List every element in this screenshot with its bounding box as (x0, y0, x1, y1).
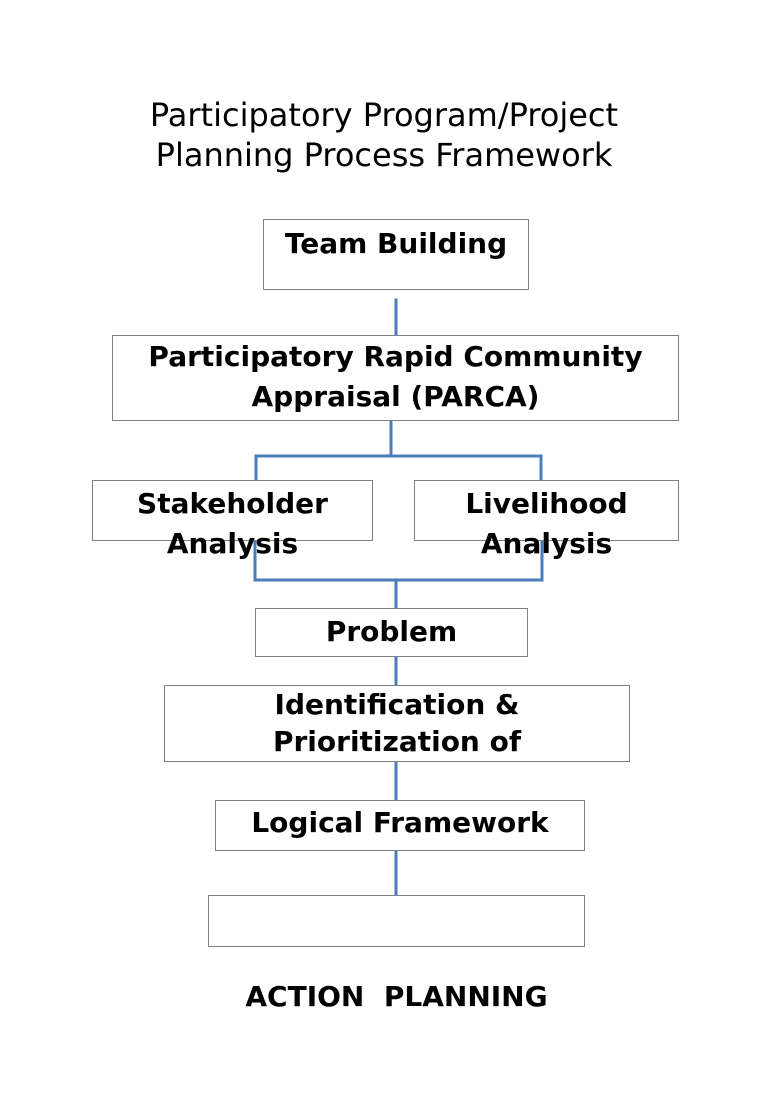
team-building-box (263, 219, 529, 290)
team-building-label: Team Building (284, 227, 508, 260)
parca-label-line-1: Participatory Rapid Community (148, 340, 643, 373)
parca-label-line-2: Appraisal (PARCA) (251, 380, 540, 413)
livelihood-label-line-1: Livelihood (465, 487, 628, 520)
parca-box (112, 335, 679, 421)
stakeholder-label-line-2: Analysis (166, 527, 299, 560)
problem-box (255, 608, 528, 657)
livelihood-label-line-2: Analysis (480, 527, 613, 560)
livelihood-analysis-box (414, 480, 679, 560)
logical-framework-label: Logical Framework (251, 806, 549, 839)
logical-framework-box (215, 800, 585, 851)
identification-label-line-2: Prioritization of (272, 725, 522, 758)
identification-label-line-1: Identification & (274, 688, 520, 721)
title-line-1: Participatory Program/Project (149, 96, 619, 134)
action-planning-box (208, 895, 585, 1013)
problem-label: Problem (325, 615, 458, 648)
action-planning-label: ACTION PLANNING (245, 980, 548, 1013)
identification-prioritization-box (164, 685, 630, 762)
stakeholder-label-line-1: Stakeholder (137, 487, 328, 520)
stakeholder-analysis-box (92, 480, 373, 560)
title-line-2: Planning Process Framework (155, 136, 613, 174)
